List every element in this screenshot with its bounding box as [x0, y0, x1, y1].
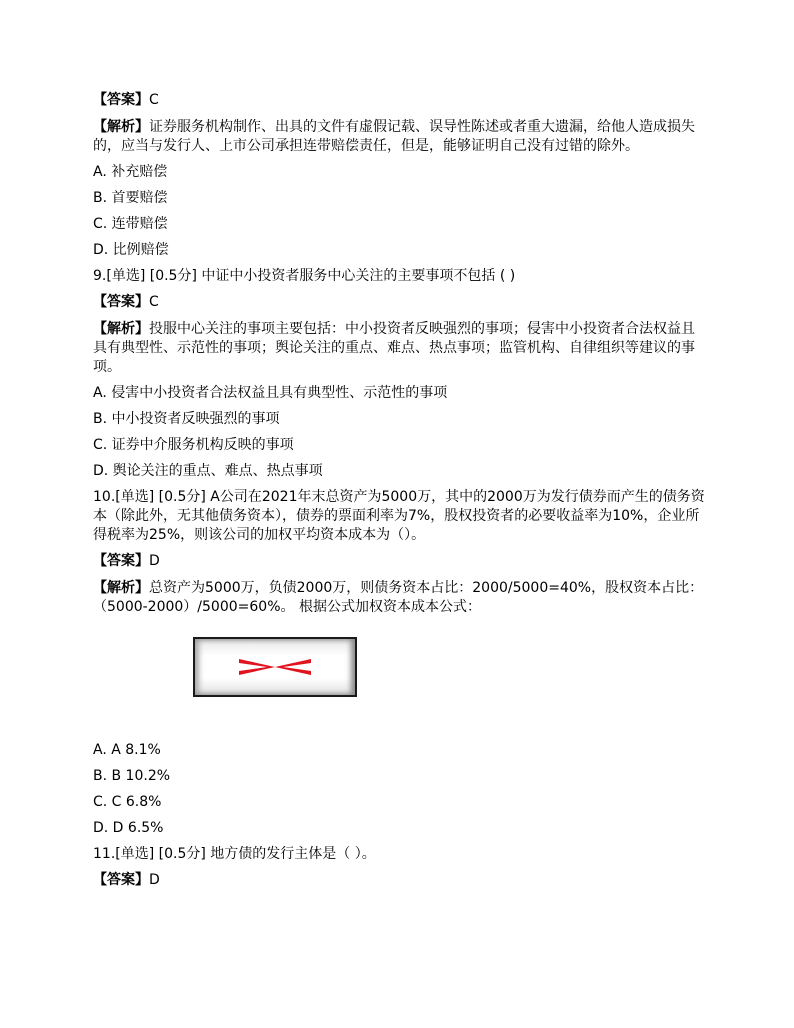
answer-value: C — [149, 92, 159, 108]
answer-tag: 【答案】 — [93, 294, 149, 310]
option-q10-a: A. A 8.1% — [93, 742, 161, 758]
answer-q10 — [93, 552, 705, 571]
option-q9-a: A. 侵害中小投资者合法权益且具有典型性、示范性的事项 — [93, 385, 448, 401]
option-q10-c: C. C 6.8% — [93, 794, 162, 810]
question-10: 10.[单选] [0.5分] A公司在2021年末总资产为5000万，其中的2000万为发行债券而产生的债务资本（除此外，无其他债务资本），债券的票面利率为7%，股权投资者的必要收益率为10%，企业所得税率为25%，则该公司的加权平均资本成本为（）。 — [93, 489, 705, 543]
answer-tag: 【答案】 — [93, 553, 149, 569]
question-11: 11.[单选] [0.5分] 地方债的发行主体是（ ）。 — [93, 846, 376, 862]
question-9: 9.[单选] [0.5分] 中证中小投资者服务中心关注的主要事项不包括 ( ) — [93, 268, 516, 284]
option-q10-b: B. B 10.2% — [93, 768, 171, 784]
option-q10-d: D. D 6.5% — [93, 820, 164, 836]
explanation-text: 证券服务机构制作、出具的文件有虚假记载、误导性陈述或者重大遗漏，给他人造成损失的，应当与发行人、上市公司承担连带赔偿责任，但是，能够证明自己没有过错的除外。 — [93, 119, 695, 154]
option-q8-b: B. 首要赔偿 — [93, 190, 168, 206]
answer-value: D — [149, 872, 160, 888]
option-q8-a: A. 补充赔偿 — [93, 164, 168, 180]
document-page — [93, 91, 705, 890]
option-q8-c: C. 连带赔偿 — [93, 216, 168, 232]
explanation-text: 投服中心关注的事项主要包括：中小投资者反映强烈的事项；侵害中小投资者合法权益且具有典型性、示范性的事项；舆论关注的重点、难点、热点事项；监管机构、自律组织等建议的事项。 — [93, 321, 695, 375]
answer-value: D — [149, 553, 160, 569]
answer-tag: 【答案】 — [93, 92, 149, 108]
explanation-text: 总资产为5000万，负债2000万，则债务资本占比：2000/5000=40%，股权资本占比：（5000-2000）/5000=60%。 根据公式加权资本成本公式： — [93, 580, 704, 615]
answer-value: C — [149, 294, 159, 310]
explanation-tag: 【解析】 — [93, 321, 149, 337]
answer-tag: 【答案】 — [93, 872, 149, 888]
option-q8-d: D. 比例赔偿 — [93, 242, 169, 258]
explanation-q9 — [93, 320, 705, 377]
answer-q9 — [93, 293, 705, 312]
explanation-tag: 【解析】 — [93, 580, 149, 596]
answer-q11 — [93, 871, 705, 890]
broken-image-x-icon — [235, 657, 315, 677]
explanation-q8 — [93, 118, 705, 156]
broken-image-icon — [193, 637, 357, 697]
option-q9-b: B. 中小投资者反映强烈的事项 — [93, 411, 280, 427]
option-q9-d: D. 舆论关注的重点、难点、热点事项 — [93, 463, 323, 479]
explanation-q10 — [93, 579, 705, 617]
option-q9-c: C. 证券中介服务机构反映的事项 — [93, 437, 294, 453]
answer-q8 — [93, 91, 705, 110]
explanation-tag: 【解析】 — [93, 119, 149, 135]
